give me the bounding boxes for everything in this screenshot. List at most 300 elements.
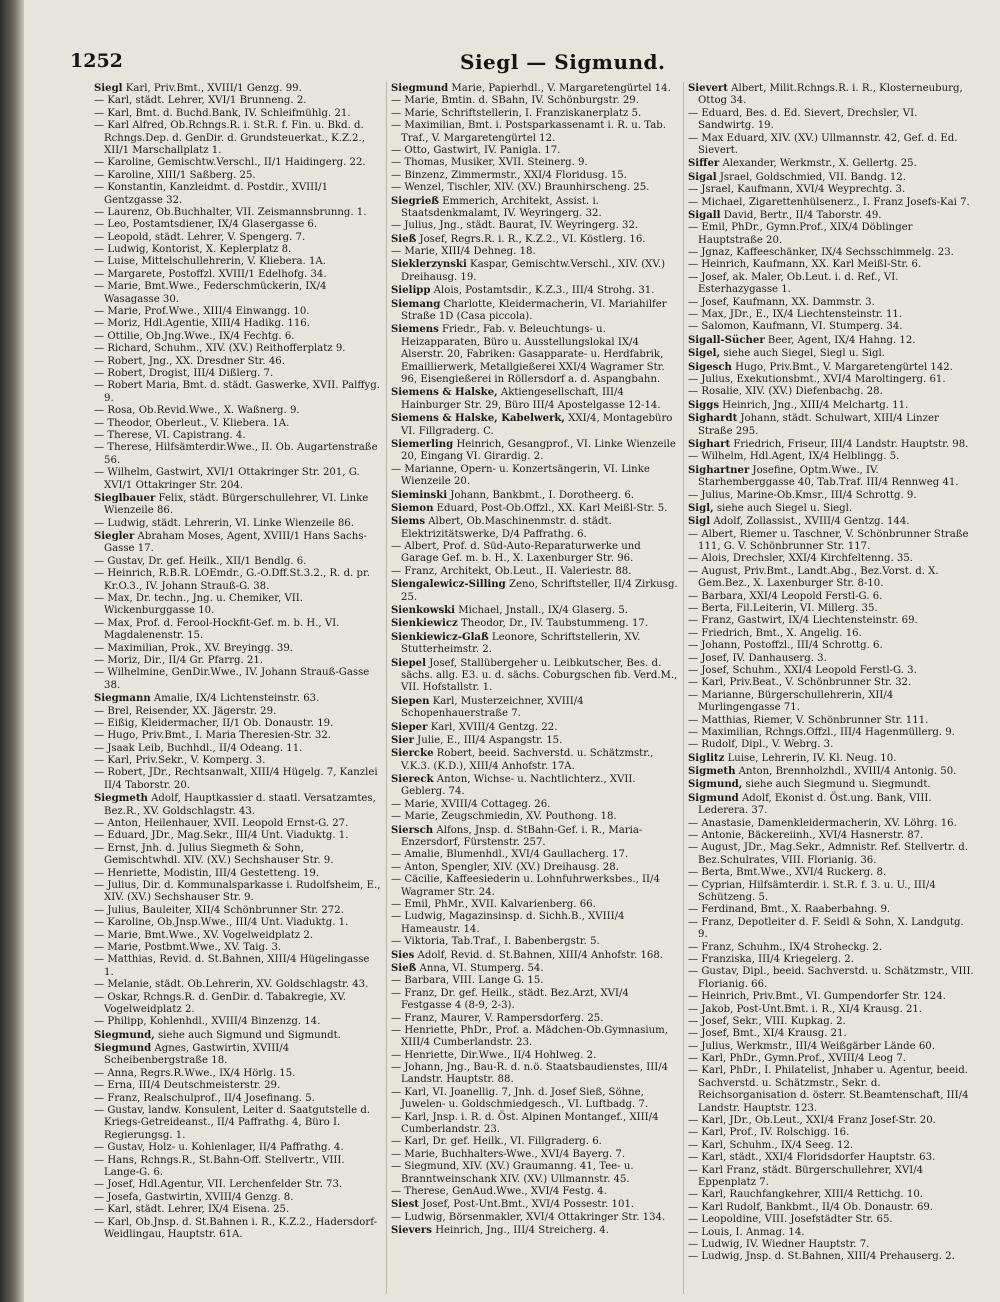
directory-entry [391, 1136, 679, 1148]
directory-entry [94, 170, 382, 182]
directory-entry [688, 502, 976, 515]
entry-surname: Siegmund, [94, 1028, 155, 1041]
entry-surname: Sieklerzynski [391, 258, 467, 271]
entry-text: — Karl Alfred, Ob.Rchngs.R. i. St.R. f. Fin. u. Bkd. d. Rchngs.Dep. d. GenDir. d. Grundsteuerkat., K.Z.2., XII/1 Marschallplatz 1. [94, 120, 365, 156]
directory-entry [391, 298, 679, 324]
directory-entry [688, 1028, 976, 1040]
entry-text: Albert, Milit.Rchngs.R. i. R., Klosterneuburg, Ottog 34. [698, 83, 963, 107]
directory-entry [391, 988, 679, 1013]
directory-entry [94, 256, 382, 268]
entry-text: — Karl, VI. Joanellig. 7, Jnh. d. Josef Sieß, Söhne, Juwelen- u. Goldschmiedgesch., VI. Luftbadg. 7. [391, 1086, 649, 1111]
entry-text: — Melanie, städt. Ob.Lehrerin, XV. Goldschlagstr. 43. [94, 979, 369, 991]
directory-entry [391, 862, 679, 874]
directory-entry [688, 1065, 976, 1115]
entry-text: — Henriette, PhDr., Prof. a. Mädchen-Ob.Gymnasium, XIII/4 Cumberlandstr. 23. [391, 1024, 668, 1049]
entry-text: — Josef, Kaufmann, XX. Dammstr. 3. [688, 296, 875, 308]
directory-entry [94, 1068, 382, 1080]
directory-entry [688, 438, 976, 451]
entry-text: — Wilhelmine, GenDir.Wwe., IV. Johann Strauß-Gasse 38. [94, 667, 370, 691]
directory-entry [688, 451, 976, 463]
directory-entry [94, 593, 382, 618]
directory-entry [688, 133, 976, 158]
entry-text: — Marie, Bmt.Wwe., XV. Vogelweidplatz 2. [94, 929, 314, 941]
directory-entry [94, 331, 382, 343]
entry-text: — Heinrich, Priv.Bmt., VI. Gumpendorfer Str. 124. [688, 991, 946, 1003]
entry-text: — Amalie, Blumenhdl., XVI/4 Gaullacherg. 17. [391, 849, 629, 861]
directory-entry [688, 1251, 976, 1263]
entry-surname: Sigel, [688, 347, 721, 360]
directory-entry [391, 145, 679, 157]
entry-text: — Marianne, Bürgerschullehrerin, XII/4 Murlingengasse 71. [688, 689, 894, 714]
entry-text: — Luise, Mittelschullehrerin, V. Kliebera. 1A. [94, 256, 326, 268]
entry-surname: Sigmund, [688, 778, 743, 791]
entry-text: Adolf, Zollassist., XVIII/4 Gentzg. 144. [713, 516, 910, 528]
entry-text: — Berta, Bmt.Wwe., XVI/4 Ruckerg. 8. [688, 867, 887, 879]
entry-text: Jsrael, Goldschmied, VII. Bandg. 12. [719, 171, 906, 183]
directory-entry [94, 518, 382, 530]
entry-surname: Sigall-Sücher [688, 333, 765, 346]
directory-entry [688, 1053, 976, 1065]
entry-text: — Richard, Schuhm., XIV. (XV.) Reithofferplatz 9. [94, 343, 346, 355]
entry-surname: Sienkiewicz [391, 617, 458, 630]
entry-text: — Leopold, städt. Lehrer, V. Spengerg. 7. [94, 231, 306, 243]
entry-text: — Marie, Postbmt.Wwe., XV. Taig. 3. [94, 941, 282, 953]
entry-text: Friedr., Fab. v. Beleuchtungs- u. Heizapparaten, Büro u. Ausstellungslokal IX/4 Alserstr. 20, Fabriken: Gasapparate- u. Herdfabrik, Emaillierwerk, Metallgießerei XXI/4 Wagramer Str. 96, Eisengießerei in Röllersdorf a. d. Aspangbahn. [401, 324, 665, 385]
entry-text: Heinrich, Jng., III/4 Streicherg. 4. [435, 1225, 609, 1237]
entry-text: Julie, E., III/4 Aspangstr. 15. [417, 734, 563, 746]
entry-text: Heinrich, Gesangprof., VI. Linke Wienzeile 20, Eingang VI. Girardig. 2. [401, 438, 676, 463]
entry-text: — Therese, GenAud.Wwe., XVI/4 Festg. 4. [391, 1185, 607, 1197]
entry-text: Karl, Priv.Bmt., XVIII/1 Genzg. 99. [125, 83, 302, 94]
directory-entry [688, 954, 976, 966]
entry-text: — Julius, Jng., städt. Baurat, IV. Weyringerg. 32. [391, 220, 639, 232]
directory-entry [94, 467, 382, 492]
entry-text: — Ludwig, städt. Lehrerin, VI. Linke Wienzeile 86. [94, 517, 354, 529]
directory-entry [94, 82, 382, 95]
entry-text: — Jsaak Leib, Buchhdl., II/4 Odeang. 11. [94, 742, 303, 754]
entry-surname: Sier [391, 733, 414, 746]
entry-text: — Karl, Jnsp. i. R. d. Öst. Alpinen Montangef., XIII/4 Cumberlandstr. 23. [391, 1111, 659, 1136]
entry-surname: Siems [391, 515, 426, 528]
directory-entry [94, 718, 382, 730]
directory-entry [391, 899, 679, 911]
directory-entry [688, 361, 976, 374]
directory-entry [688, 1041, 976, 1053]
directory-entry [391, 284, 679, 297]
entry-text: — Julius, Bauleiter, XII/4 Schönbrunner Str. 272. [94, 904, 344, 916]
directory-entry [391, 157, 679, 169]
entry-text: — Max, Prof. d. Ferool-Hockfit-Gef. m. b. H., VI. Magdalenenstr. 15. [94, 617, 340, 642]
directory-entry [688, 727, 976, 739]
entry-text: — Matthias, Riemer, V. Schönbrunner Str. 111. [688, 714, 929, 726]
entry-surname: Siersch [391, 823, 434, 836]
entry-text: Adolf, Hauptkassier d. staatl. Versatzamtes, Bez.R., XV. Goldschlagstr. 43. [104, 793, 376, 817]
directory-entry [94, 979, 382, 991]
directory-entry [94, 281, 382, 306]
entry-text: siehe auch Siegel u. Siegl. [716, 502, 853, 514]
entry-text: — Konstantin, Kanzleidmt. d. Postdir., XVIII/1 Gentzgasse 32. [94, 182, 329, 206]
directory-entry [688, 917, 976, 942]
directory-entry [391, 502, 679, 515]
directory-entry [391, 1050, 679, 1062]
entry-text: — Josefa, Gastwirtin, XVIII/4 Genzg. 8. [94, 1191, 294, 1203]
entry-text: Friedrich, Friseur, III/4 Landstr. Hauptstr. 98. [733, 438, 969, 450]
directory-entry [94, 568, 382, 593]
entry-text: — Ludwig, Kontorist, X. Keplerplatz 8. [94, 244, 292, 256]
entry-text: — Maximilian, Prok., XV. Breyingg. 39. [94, 642, 293, 654]
directory-entry [688, 715, 976, 727]
directory-entry [688, 1016, 976, 1028]
directory-entry [688, 197, 976, 209]
directory-entry [688, 1004, 976, 1016]
entry-text: — Julius, Marine-Ob.Kmsr., III/4 Schrottg. 9. [688, 489, 917, 501]
entry-text: — Jakob, Post-Unt.Bmt. i. R., XI/4 Krausg. 21. [688, 1003, 923, 1015]
directory-entry [391, 1198, 679, 1211]
entry-text: — Franz, Depotleiter d. F. Seidl & Sohn, X. Landgutg. 9. [688, 916, 964, 941]
directory-entry [688, 1140, 976, 1152]
entry-text: — August, JDr., Mag.Sekr., Admnistr. Ref. Stellvertr. d. Bez.Schulrates, VIII. Florianig. 36. [688, 842, 968, 866]
entry-text: Beer, Agent, IX/4 Hahng. 12. [767, 334, 916, 346]
entry-text: — Marie, Buchhalters-Wwe., XVI/4 Bayerg. 7. [391, 1148, 626, 1160]
entry-surname: Sieper [391, 720, 428, 733]
directory-entry [391, 258, 679, 284]
entry-surname: Siggs [688, 398, 720, 411]
entry-text: — Anastasie, Damenkleidermacherin, XV. Löhrg. 16. [688, 817, 957, 829]
entry-text: — Otto, Gastwirt, IV. Panigla. 17. [391, 144, 561, 156]
directory-entry [391, 1087, 679, 1112]
directory-entry [688, 515, 976, 528]
directory-entry [391, 120, 679, 145]
entry-text: Emmerich, Architekt, Assist. i. Staatsdenkmalamt, IV. Weyringerg. 32. [401, 195, 602, 219]
directory-entry [391, 1224, 679, 1237]
directory-entry [94, 706, 382, 718]
entry-text: — Eduard, Bes. d. Ed. Sievert, Drechsler, VI. Sandwirtg. 19. [688, 107, 918, 132]
book-binding-shadow [0, 0, 24, 1302]
entry-surname: Sighartner [688, 463, 750, 476]
directory-entry [391, 1013, 679, 1025]
entry-text: Hugo, Priv.Bmt., V. Margaretengürtel 142. [735, 361, 953, 373]
directory-entry [688, 108, 976, 133]
entry-text: Agnes, Gastwirtin, XVIII/4 Scheibenbergstraße 18. [104, 1043, 290, 1067]
entry-text: — Friedrich, Bmt., X. Angelig. 16. [688, 627, 862, 639]
directory-entry [688, 818, 976, 830]
entry-text: — Karoline, XIII/1 Saßberg. 25. [94, 169, 256, 181]
entry-text: Michael, Jnstall., IX/4 Glaserg. 5. [458, 605, 628, 617]
directory-entry [391, 82, 679, 95]
directory-entry [391, 747, 679, 773]
entry-surname: Siffer [688, 157, 720, 170]
directory-entry [94, 207, 382, 219]
entry-text: — Josef, Bmt., XI/4 Krausg. 21. [688, 1028, 847, 1040]
directory-entry [391, 936, 679, 948]
entry-surname: Siemerling [391, 437, 454, 450]
entry-text: — Ludwig, Jnsp. d. St.Bahnen, XIII/4 Prehauserg. 2. [688, 1251, 955, 1263]
entry-text: — Leo, Postamtsdiener, IX/4 Glasergasse 6. [94, 219, 318, 231]
entry-text: siehe auch Siegel, Siegl u. Sigl. [723, 348, 885, 360]
entry-text: — Cäcilie, Kaffeesiederin u. Lohnfuhrwerksbes., II/4 Wagramer Str. 24. [391, 874, 660, 898]
directory-entry [391, 566, 679, 578]
entry-text: — Laurenz, Ob.Buchhalter, VII. Zeismannsbrunng. 1. [94, 206, 367, 218]
entry-text: Eduard, Post-Ob.Offzl., XX. Karl Meißl-Str. 5. [436, 502, 668, 514]
entry-text: Josefine, Optm.Wwe., IV. Starhemberggasse 40, Tab.Traf. III/4 Rennweg 41. [698, 464, 959, 489]
entry-text: — Karl, JDr., Ob.Leut., XXI/4 Franz Josef-Str. 20. [688, 1115, 936, 1127]
entry-surname: Siglitz [688, 751, 725, 764]
directory-entry [94, 730, 382, 742]
directory-entry [94, 306, 382, 318]
entry-text: — Robert, JDr., Rechtsanwalt, XIII/4 Hügelg. 7, Kanzlei II/4 Taborstr. 20. [94, 767, 378, 791]
entry-surname: Siegler [94, 530, 135, 543]
directory-entry [688, 880, 976, 905]
directory-entry [391, 849, 679, 861]
entry-text: — Rosa, Ob.Revid.Wwe., X. Waßnerg. 9. [94, 405, 300, 417]
entry-surname: Sigal [688, 170, 717, 183]
entry-text: — Karl, Dr. gef. Heilk., VI. Fillgraderg. 6. [391, 1136, 602, 1148]
entry-text: — Therese, VI. Capistrang. 4. [94, 429, 246, 441]
entry-text: — Albert, Riemer u. Taschner, V. Schönbrunner Straße 111, G. V. Schönbrunner Str. 117. [688, 528, 969, 553]
entry-text: — Brel, Reisender, XX. Jägerstr. 29. [94, 705, 277, 717]
directory-entry [688, 374, 976, 386]
directory-entry [94, 244, 382, 256]
directory-entry [391, 811, 679, 823]
entry-surname: Siemens [391, 323, 439, 336]
entry-text: — Barbara, XXI/4 Leopold Ferstl-G. 6. [688, 590, 883, 602]
entry-text: Johann, städt. Schulwart, XIII/4 Linzer Straße 295. [698, 413, 939, 437]
entry-surname: Sieß [391, 232, 417, 245]
entry-text: — Ludwig, Magazinsinsp. d. Sichh.B., XVIII/4 Hameaustr. 14. [391, 911, 625, 935]
directory-entry [391, 975, 679, 987]
directory-entry [94, 368, 382, 380]
entry-text: Leonore, Schriftstellerin, XV. Stutterheimstr. 2. [401, 631, 641, 656]
directory-entry [391, 195, 679, 221]
entry-text: — Karl, Priv.Beat., V. Schönbrunner Str. 32. [688, 677, 912, 689]
directory-entry [94, 930, 382, 942]
directory-entry [94, 954, 382, 979]
entry-text: — Robert, Drogist, III/4 Dißlerg. 7. [94, 367, 274, 379]
directory-entry [94, 120, 382, 157]
entry-surname: Sigmund [688, 791, 739, 804]
directory-column-2 [386, 82, 683, 1294]
directory-entry [391, 220, 679, 232]
entry-text: — Franz, Realschulprof., II/4 Josefinang. 5. [94, 1092, 315, 1104]
directory-entry [391, 489, 679, 502]
entry-surname: Sieminski [391, 488, 448, 501]
entry-text: — Karl, Schuhm., IX/4 Seeg. 12. [688, 1139, 854, 1151]
entry-text: — Eißig, Kleidermacher, II/1 Ob. Donaustr. 19. [94, 717, 334, 729]
directory-entry [688, 765, 976, 778]
entry-text: — Maximilian, Bmt. i. Postsparkassenamt i. R. u. Tab. Traf., V. Margaretengürtel 12. [391, 120, 666, 144]
entry-text: — Marie, XIII/4 Dehneg. 18. [391, 246, 536, 258]
entry-text: — Josef, Sekr., VIII. Kupkag. 2. [688, 1015, 846, 1027]
entry-text: — Marie, XVIII/4 Cottageg. 26. [391, 798, 551, 810]
directory-entry [688, 867, 976, 879]
entry-surname: Siemon [391, 501, 434, 514]
entry-text: — Karoline, Ob.Jnsp.Wwe., III/4 Unt. Viaduktg. 1. [94, 917, 349, 929]
directory-entry [94, 655, 382, 667]
directory-entry [391, 962, 679, 975]
directory-entry [391, 578, 679, 604]
entry-surname: Siegmeth [94, 792, 148, 805]
entry-text: — Barbara, VIII. Lange G. 15. [391, 975, 544, 987]
entry-text: — Therese, Hilfsämterdir.Wwe., II. Ob. Augartenstraße 56. [94, 442, 378, 466]
entry-text: XXI/4, Montagebüro VI. Fillgraderg. C. [401, 413, 673, 437]
entry-text: — Karl, städt. Lehrer, XVI/1 Brunneng. 2. [94, 95, 307, 107]
entry-text: — Emil, PhDr., Gymn.Prof., XIX/4 Döblinger Hauptstraße 20. [688, 222, 913, 246]
directory-entry [94, 219, 382, 231]
entry-text: — Karl, Ob.Jnsp. d. St.Bahnen i. R., K.Z.2., Hadersdorf-Weidlingau, Hauptstr. 61A. [94, 1216, 378, 1240]
entry-text: — Karl, Bmt. d. Buchd.Bank, IV. Schleifmühlg. 21. [94, 107, 351, 119]
directory-entry [94, 942, 382, 954]
entry-text: — Karl, städt. Lehrer, IX/4 Eisena. 25. [94, 1204, 290, 1216]
directory-entry [688, 1115, 976, 1127]
entry-text: — Anton, Heilenhauer, XVII. Leopold Ernst-G. 27. [94, 818, 349, 830]
directory-entry [688, 640, 976, 652]
entry-surname: Siegrieß [391, 194, 439, 207]
directory-entry [688, 615, 976, 627]
entry-text: Felix, städt. Bürgerschullehrer, VI. Linke Wienzeile 86. [104, 492, 369, 517]
entry-text: — Anton, Spengler, XIV. (XV.) Dreihausg. 28. [391, 861, 619, 873]
directory-entry [688, 991, 976, 1003]
directory-entry [391, 1062, 679, 1087]
directory-entry [391, 695, 679, 721]
entry-text: Anton, Wichse- u. Nachtlichterz., XVII. Geblerg. 74. [401, 774, 636, 798]
entry-surname: Siest [391, 1198, 419, 1211]
entry-text: — Johann, Jng., Bau-R. d. n.ö. Staatsbaudienstes, III/4 Landstr. Hauptstr. 88. [391, 1062, 669, 1086]
entry-text: — Matthias, Revid. d. St.Bahnen, XIII/4 Hügelingasse 1. [94, 954, 370, 978]
directory-entry [94, 1029, 382, 1042]
directory-column-1 [90, 82, 386, 1294]
directory-entry [391, 515, 679, 541]
entry-text: — Erna, III/4 Deutschmeisterstr. 29. [94, 1080, 281, 1092]
entry-text: Josef, Regrs.R. i. R., K.Z.2., VI. Köstlerg. 16. [419, 233, 646, 245]
directory-entry [688, 386, 976, 398]
directory-entry [94, 880, 382, 905]
entry-text: — Karl, Priv.Sekr., V. Komperg. 3. [94, 755, 266, 767]
directory-entry [391, 604, 679, 617]
directory-entry [688, 82, 976, 108]
entry-surname: Siegmann [94, 692, 151, 705]
directory-entry [688, 184, 976, 196]
entry-text: — Wilhelm, Hdl.Agent, IX/4 Helblingg. 5. [688, 451, 900, 463]
entry-text: — Salomon, Kaufmann, VI. Stumperg. 34. [688, 321, 903, 333]
entry-text: — Heinrich, Kaufmann, XX. Karl Meißl-Str. 6. [688, 259, 922, 271]
entry-text: David, Bertr., II/4 Taborstr. 49. [723, 209, 882, 221]
entry-text: Karl, XVIII/4 Gentzg. 22. [430, 721, 558, 733]
directory-entry [94, 318, 382, 330]
directory-entry [688, 464, 976, 490]
directory-entry [391, 233, 679, 246]
directory-entry [94, 743, 382, 755]
entry-text: — Moriz, Dir., II/4 Gr. Pfarrg. 21. [94, 654, 264, 666]
directory-entry [391, 734, 679, 747]
page-title: Siegl — Sigmund. [460, 50, 666, 74]
directory-entry [94, 692, 382, 705]
entry-text: — Marie, Schriftstellerin, I. Franziskanerplatz 5. [391, 107, 642, 119]
directory-entry [94, 818, 382, 830]
directory-entry [94, 343, 382, 355]
directory-entry [94, 182, 382, 207]
directory-entry [688, 966, 976, 991]
directory-entry [94, 232, 382, 244]
entry-text: — Thomas, Musiker, XVII. Steinerg. 9. [391, 157, 588, 169]
directory-entry [94, 1016, 382, 1028]
entry-text: — Wilhelm, Gastwirt, XVI/1 Ottakringer Str. 201, G. XVI/1 Ottakringer Str. 204. [94, 467, 360, 491]
entry-text: — Margarete, Postoffzl. XVIII/1 Edelhofg. 34. [94, 268, 327, 280]
directory-entry [391, 438, 679, 464]
entry-surname: Sigl, [688, 501, 714, 514]
directory-entry [688, 842, 976, 867]
entry-text: — Franz, Architekt, Ob.Leut., II. Valeriestr. 88. [391, 565, 632, 577]
entry-text: Anton, Brennholzhdl., XVIII/4 Antonig. 50. [738, 766, 957, 778]
entry-text: — Marie, Prof.Wwe., XIII/4 Einwangg. 10. [94, 306, 310, 318]
directory-entry [94, 1155, 382, 1180]
entry-surname: Sies [391, 948, 415, 961]
entry-text: — Ludwig, Börsenmakler, XVI/4 Ottakringer Str. 134. [391, 1211, 666, 1223]
directory-entry [688, 247, 976, 259]
entry-text: — Michael, Zigarettenhülsenerz., I. Franz Josefs-Kai 7. [688, 196, 970, 208]
entry-text: — Anna, Regrs.R.Wwe., IX/4 Hörlg. 15. [94, 1067, 296, 1079]
entry-text: — Philipp, Kohlenhdl., XVIII/4 Binzenzg. 14. [94, 1016, 321, 1028]
directory-entry [391, 1112, 679, 1137]
directory-entry [688, 1127, 976, 1139]
entry-text: siehe auch Siegmund u. Siegmundt. [745, 779, 931, 791]
entry-text: — Jgnaz, Kaffeeschänker, IX/4 Sechsschimmelg. 23. [688, 247, 954, 259]
directory-entry [688, 222, 976, 247]
entry-text: — Karoline, Gemischtw.Verschl., II/1 Haidingerg. 22. [94, 157, 366, 169]
directory-entry [94, 830, 382, 842]
entry-text: — Berta, Fil.Leiterin, VI. Millerg. 35. [688, 603, 878, 615]
entry-surname: Sieglbauer [94, 491, 156, 504]
directory-entry [688, 653, 976, 665]
entry-surname: Siemens & Halske, [391, 386, 498, 399]
directory-entry [94, 442, 382, 467]
directory-entry [688, 1202, 976, 1214]
entry-surname: Siepel [391, 656, 426, 669]
entry-text: — Julius, Werkmstr., III/4 Weißgärber Lände 60. [688, 1040, 935, 1052]
entry-surname: Siereck [391, 773, 434, 786]
entry-text: — Franz, Gastwirt, IX/4 Liechtensteinstr. 69. [688, 615, 918, 627]
entry-text: — Johann, Postoffzl., III/4 Schrottg. 6. [688, 640, 883, 652]
directory-entry [94, 868, 382, 880]
entry-text: — Franziska, III/4 Kriegelerg. 2. [688, 953, 854, 965]
entry-text: Heinrich, Jng., XIII/4 Melchartg. 11. [722, 399, 909, 411]
directory-entry [391, 170, 679, 182]
directory-entry [688, 904, 976, 916]
entry-text: Alexander, Werkmstr., X. Gellertg. 25. [722, 158, 917, 170]
directory-entry [688, 752, 976, 765]
entry-text: — Julius, Dir. d. Kommunalsparkasse i. Rudolfsheim, E., XIV. (XV.) Sechshauser Str. 9. [94, 880, 381, 904]
directory-entry [688, 603, 976, 615]
directory-entry [688, 1152, 976, 1164]
entry-text: — Louis, I. Anmag. 14. [688, 1226, 805, 1238]
directory-entry [688, 942, 976, 954]
directory-entry [94, 530, 382, 556]
directory-entry [688, 297, 976, 309]
directory-entry [94, 492, 382, 518]
entry-text: Johann, Bankbmt., I. Dorotheerg. 6. [450, 489, 635, 501]
directory-entry [391, 874, 679, 899]
entry-text: Alfons, Jnsp. d. StBahn-Gef. i. R., Maria-Enzersdorf, Fürstenstr. 257. [401, 824, 643, 849]
entry-surname: Siegmund [94, 1042, 152, 1055]
entry-text: — Karl Franz, städt. Bürgerschullehrer, XVI/4 Eppenplatz 7. [688, 1164, 924, 1188]
directory-entry [94, 843, 382, 868]
directory-column-3 [683, 82, 980, 1294]
directory-entry [688, 566, 976, 591]
directory-entry [94, 905, 382, 917]
directory-entry [391, 721, 679, 734]
entry-text: — Antonie, Bäckereiinh., XVI/4 Hasnerstr. 87. [688, 830, 924, 842]
entry-text: — Ernst, Jnh. d. Julius Siegmeth & Sohn, Gemischtwhdl. XIV. (XV.) Sechshauser Str. 9. [94, 842, 334, 867]
directory-entry [688, 792, 976, 818]
